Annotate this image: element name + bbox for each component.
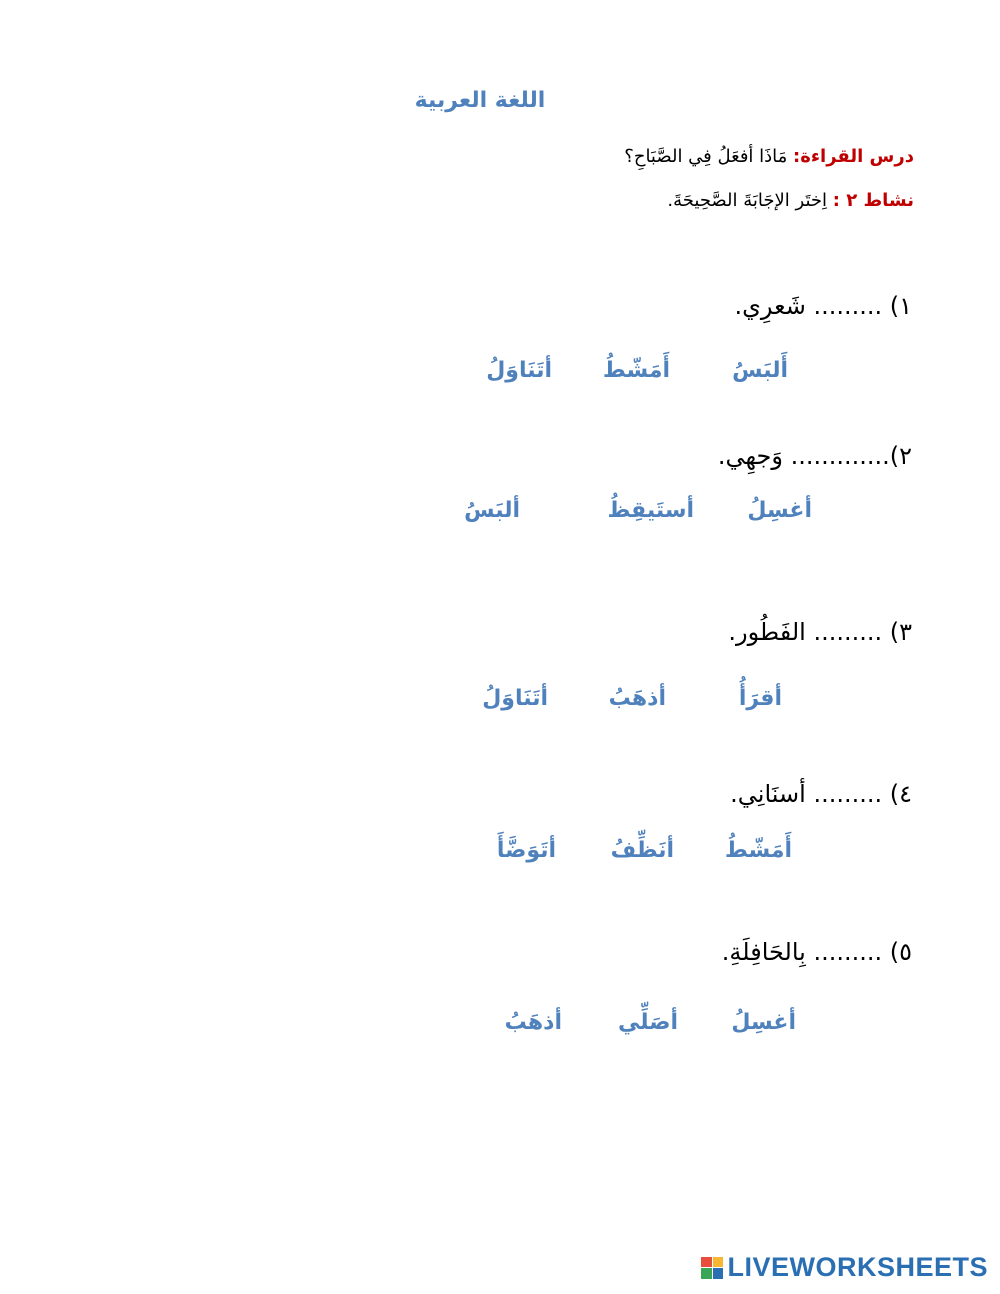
q2-option-2[interactable]: أستَيقِظُ — [607, 498, 694, 523]
question-2: ٢)............. وَجهِي. — [717, 442, 912, 470]
question-4: ٤) ......... أسنَانِي. — [730, 780, 912, 808]
q3-option-1[interactable]: أقرَأُ — [738, 686, 782, 711]
brand-name: LIVEWORKSHEETS — [727, 1252, 988, 1282]
activity-line — [667, 190, 914, 211]
question-5: ٥) ......... بِالحَافِلَةِ. — [721, 938, 912, 966]
q1-option-2[interactable]: أَمَشّطُ — [602, 358, 670, 383]
q3-option-3[interactable]: أتَنَاوَلُ — [482, 686, 548, 711]
liveworksheets-logo-icon — [701, 1257, 723, 1279]
question-3: ٣) ......... الفَطُور. — [728, 618, 912, 646]
activity-label: نشاط ٢ : — [832, 190, 914, 211]
q1-option-3[interactable]: أتَنَاوَلُ — [486, 358, 552, 383]
q5-option-1[interactable]: أغسِلُ — [731, 1010, 796, 1035]
question-1: ١) ......... شَعرِي. — [734, 292, 912, 320]
q4-option-2[interactable]: أنَظِّفُ — [610, 838, 674, 863]
q3-option-2[interactable]: أذهَبُ — [608, 686, 666, 711]
lesson-text: مَاذَا أفعَلُ فِي الصَّبَاحِ؟ — [624, 146, 794, 167]
q5-option-2[interactable]: أصَلِّي — [617, 1010, 678, 1035]
q2-option-1[interactable]: أغسِلُ — [747, 498, 812, 523]
activity-text: اِختَر الإجَابَةَ الصَّحِيحَةَ. — [667, 190, 833, 211]
q5-option-3[interactable]: أذهَبُ — [504, 1010, 562, 1035]
q2-option-3[interactable]: ألبَسُ — [464, 498, 520, 523]
q4-option-1[interactable]: أَمَشّطُ — [724, 838, 792, 863]
page-title: اللغة العربية — [414, 88, 546, 113]
lesson-label: درس القراءة: — [793, 146, 914, 167]
lesson-line — [624, 146, 914, 167]
q4-option-3[interactable]: أتَوَضَّأَ — [496, 838, 556, 863]
brand-footer[interactable] — [701, 1252, 988, 1283]
q1-option-1[interactable]: أَلبَسُ — [732, 358, 788, 383]
